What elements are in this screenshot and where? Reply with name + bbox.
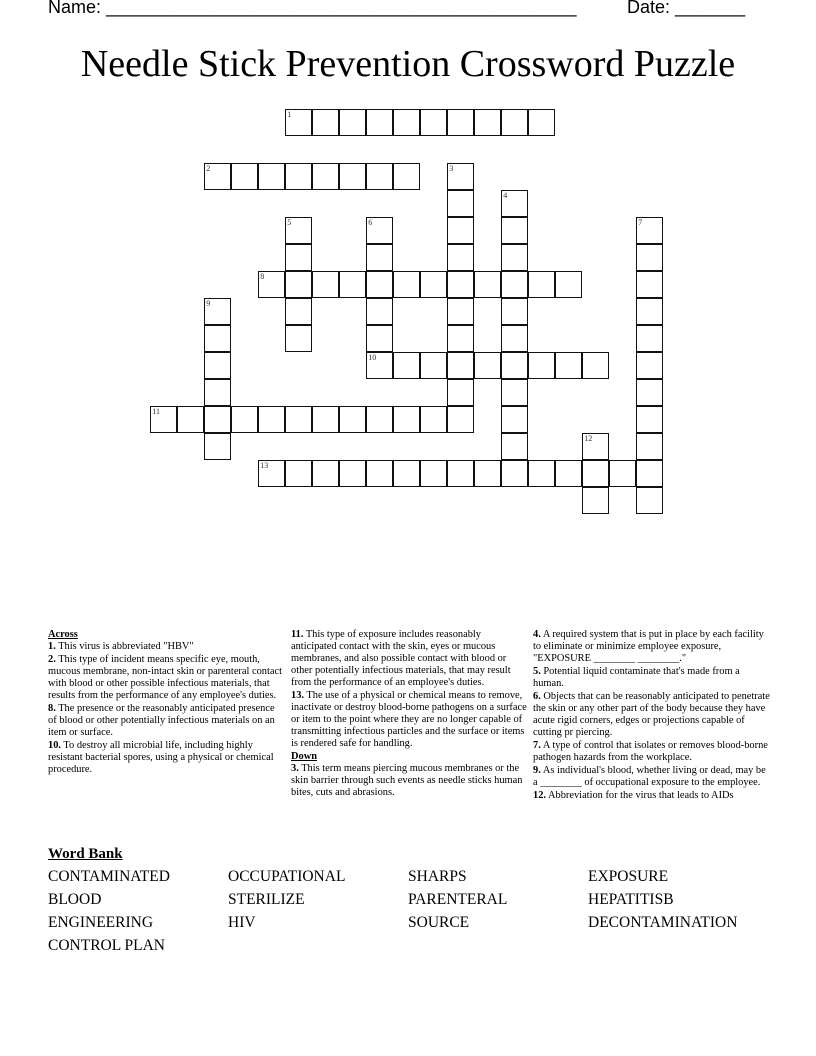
clue-number: 12 (584, 434, 593, 444)
crossword-cell[interactable] (447, 109, 474, 136)
crossword-cell[interactable] (609, 460, 636, 487)
crossword-cell[interactable] (339, 109, 366, 136)
crossword-cell[interactable] (447, 298, 474, 325)
crossword-cell[interactable] (447, 325, 474, 352)
clue-across-11: 11. This type of exposure includes reasonably anticipated contact with the skin, eyes or mucous membranes, and also possible contact with blood or other potentially infectious materials, that may result from the performance of an employee's duties. (291, 629, 511, 688)
crossword-cell[interactable] (501, 433, 528, 460)
crossword-cell[interactable] (150, 406, 177, 433)
clue-number: 3 (449, 164, 454, 174)
crossword-cell[interactable] (339, 163, 366, 190)
crossword-cell[interactable] (447, 460, 474, 487)
crossword-cell[interactable] (204, 352, 231, 379)
word-bank-item: HEPATITISB (588, 891, 674, 908)
crossword-cell[interactable] (285, 271, 312, 298)
clue-number: 10 (368, 353, 377, 363)
date-field-label: Date: _______ (627, 0, 746, 17)
word-bank-item: OCCUPATIONAL (228, 868, 346, 885)
crossword-cell[interactable] (636, 244, 663, 271)
crossword-cell[interactable] (366, 460, 393, 487)
crossword-cell[interactable] (231, 406, 258, 433)
crossword-cell[interactable] (636, 433, 663, 460)
crossword-cell[interactable] (501, 190, 528, 217)
word-bank-item: HIV (228, 914, 256, 931)
crossword-cell[interactable] (339, 271, 366, 298)
crossword-cell[interactable] (366, 406, 393, 433)
crossword-cell[interactable] (393, 271, 420, 298)
crossword-cell[interactable] (393, 109, 420, 136)
clue-number: 1 (287, 110, 292, 120)
crossword-cell[interactable] (582, 487, 609, 514)
crossword-cell[interactable] (420, 460, 447, 487)
crossword-cell[interactable] (366, 325, 393, 352)
crossword-cell[interactable] (501, 109, 528, 136)
crossword-cell[interactable] (366, 217, 393, 244)
clue-across-10: 10. To destroy all microbial life, including highly resistant bacterial spores, using a physical or chemical procedure. (48, 740, 274, 775)
crossword-cell[interactable] (177, 406, 204, 433)
crossword-cell[interactable] (447, 244, 474, 271)
crossword-cell[interactable] (501, 460, 528, 487)
word-bank-list (48, 868, 788, 955)
word-bank-item: EXPOSURE (588, 868, 669, 885)
crossword-cell[interactable] (312, 109, 339, 136)
clues-column-1 (48, 629, 284, 777)
across-heading: Across (48, 629, 78, 640)
crossword-cell[interactable] (636, 271, 663, 298)
word-bank-item: SOURCE (408, 914, 470, 931)
crossword-cell[interactable] (285, 217, 312, 244)
crossword-cell[interactable] (258, 163, 285, 190)
crossword-cell[interactable] (366, 109, 393, 136)
crossword-cell[interactable] (204, 379, 231, 406)
clue-number: 4 (503, 191, 508, 201)
clue-across-13: 13. The use of a physical or chemical means to remove, inactivate or destroy blood-borne pathogens on a surface or item to the point where they are no longer capable of transmitting infectious particles and the surface or items is rendered safe for handling. (291, 690, 527, 749)
clue-number: 7 (638, 218, 643, 228)
crossword-cell[interactable] (420, 406, 447, 433)
down-heading: Down (291, 751, 317, 762)
crossword-cell[interactable] (285, 163, 312, 190)
crossword-cell[interactable] (636, 298, 663, 325)
crossword-cell[interactable] (393, 406, 420, 433)
crossword-cell[interactable] (420, 109, 447, 136)
crossword-cell[interactable] (501, 406, 528, 433)
clue-down-5: 5. Potential liquid contaminate that's made from a human. (533, 666, 740, 689)
crossword-cell[interactable] (285, 244, 312, 271)
crossword-cell[interactable] (528, 352, 555, 379)
crossword-cell[interactable] (393, 163, 420, 190)
crossword-cell[interactable] (636, 487, 663, 514)
crossword-cell[interactable] (366, 163, 393, 190)
crossword-cell[interactable] (501, 352, 528, 379)
crossword-cell[interactable] (258, 406, 285, 433)
word-bank-item: SHARPS (408, 868, 467, 885)
crossword-cell[interactable] (366, 271, 393, 298)
crossword-cell[interactable] (204, 325, 231, 352)
crossword-cell[interactable] (501, 271, 528, 298)
crossword-cell[interactable] (636, 406, 663, 433)
word-bank-title: Word Bank (48, 846, 123, 862)
word-bank-item: CONTAMINATED (48, 868, 170, 885)
clue-number: 5 (287, 218, 292, 228)
crossword-cell[interactable] (339, 406, 366, 433)
clue-number: 9 (206, 299, 211, 309)
crossword-cell[interactable] (204, 433, 231, 460)
crossword-cell[interactable] (312, 460, 339, 487)
crossword-cell[interactable] (366, 298, 393, 325)
crossword-cell[interactable] (420, 271, 447, 298)
clue-number: 6 (368, 218, 373, 228)
clue-down-6: 6. Objects that can be reasonably anticipated to penetrate the skin or any other part of the body because they have acute rigid corners, edges or projections capable of cutting pr piercing. (533, 691, 770, 738)
crossword-cell[interactable] (312, 271, 339, 298)
clue-down-7: 7. A type of control that isolates or removes blood-borne pathogen hazards from the workplace. (533, 740, 768, 763)
crossword-cell[interactable] (204, 298, 231, 325)
crossword-cell[interactable] (447, 163, 474, 190)
clue-across-1: 1. This virus is abbreviated "HBV" (48, 641, 194, 652)
crossword-cell[interactable] (447, 217, 474, 244)
word-bank-item: BLOOD (48, 891, 102, 908)
crossword-cell[interactable] (447, 406, 474, 433)
clue-down-9: 9. As individual's blood, whether living or dead, may be a ________ of occupational exposure to the employee. (533, 765, 766, 788)
crossword-cell[interactable] (420, 352, 447, 379)
clue-number: 8 (260, 272, 265, 282)
crossword-cell[interactable] (447, 271, 474, 298)
word-bank-item: STERILIZE (228, 891, 305, 908)
crossword-cell[interactable] (285, 325, 312, 352)
clue-down-12: 12. Abbreviation for the virus that leads to AIDs (533, 790, 734, 801)
crossword-cell[interactable] (393, 352, 420, 379)
crossword-cell[interactable] (285, 460, 312, 487)
crossword-cell[interactable] (501, 325, 528, 352)
crossword-cell[interactable] (636, 460, 663, 487)
crossword-cell[interactable] (636, 352, 663, 379)
clue-down-3: 3. This term means piercing mucous membranes or the skin barrier through such events as needle sticks human bites, cuts and abrasions. (291, 763, 523, 798)
crossword-cell[interactable] (501, 298, 528, 325)
crossword-cell[interactable] (474, 460, 501, 487)
crossword-cell[interactable] (204, 406, 231, 433)
crossword-cell[interactable] (501, 379, 528, 406)
crossword-cell[interactable] (474, 109, 501, 136)
clue-down-4: 4. A required system that is put in place by each facility to eliminate or minimize employee exposure, "EXPOSURE ________ ________." (533, 629, 764, 664)
crossword-grid (151, 110, 664, 515)
word-bank-item: DECONTAMINATION (588, 914, 738, 931)
crossword-cell[interactable] (528, 109, 555, 136)
crossword-cell[interactable] (312, 406, 339, 433)
crossword-cell[interactable] (528, 460, 555, 487)
crossword-cell[interactable] (501, 244, 528, 271)
crossword-cell[interactable] (258, 271, 285, 298)
clues-column-3 (533, 629, 771, 803)
crossword-cell[interactable] (285, 109, 312, 136)
crossword-cell[interactable] (258, 460, 285, 487)
crossword-cell[interactable] (555, 352, 582, 379)
crossword-cell[interactable] (501, 217, 528, 244)
crossword-cell[interactable] (366, 244, 393, 271)
crossword-cell[interactable] (555, 271, 582, 298)
crossword-cell[interactable] (339, 460, 366, 487)
word-bank-item: PARENTERAL (408, 891, 508, 908)
crossword-cell[interactable] (204, 163, 231, 190)
crossword-cell[interactable] (582, 460, 609, 487)
crossword-cell[interactable] (285, 298, 312, 325)
crossword-cell[interactable] (636, 217, 663, 244)
word-bank-item: CONTROL PLAN (48, 937, 165, 954)
crossword-cell[interactable] (366, 352, 393, 379)
crossword-cell[interactable] (447, 379, 474, 406)
clue-number: 11 (152, 407, 160, 417)
crossword-cell[interactable] (636, 325, 663, 352)
crossword-cell[interactable] (582, 433, 609, 460)
crossword-cell[interactable] (474, 352, 501, 379)
crossword-cell[interactable] (555, 460, 582, 487)
crossword-cell[interactable] (528, 271, 555, 298)
crossword-cell[interactable] (285, 406, 312, 433)
crossword-cell[interactable] (393, 460, 420, 487)
name-field-label: Name: _______________________________________________ (48, 0, 577, 17)
page-title: Needle Stick Prevention Crossword Puzzle (80, 43, 736, 85)
clue-across-8: 8. The presence or the reasonably anticipated presence of blood or other potentially infectious materials on an item or surface. (48, 703, 275, 738)
clue-number: 13 (260, 461, 269, 471)
crossword-cell[interactable] (474, 271, 501, 298)
crossword-cell[interactable] (582, 352, 609, 379)
clue-number: 2 (206, 164, 211, 174)
crossword-cell[interactable] (447, 190, 474, 217)
clues-column-2 (291, 629, 527, 800)
crossword-cell[interactable] (231, 163, 258, 190)
word-bank-item: ENGINEERING (48, 914, 154, 931)
crossword-cell[interactable] (312, 163, 339, 190)
crossword-cell[interactable] (636, 379, 663, 406)
crossword-cell[interactable] (447, 352, 474, 379)
clue-across-2: 2. This type of incident means specific eye, mouth, mucous membrane, non-intact skin or parenteral contact with blood or other possible infectious materials, that results from the performance of any employee's duties. (48, 654, 282, 701)
